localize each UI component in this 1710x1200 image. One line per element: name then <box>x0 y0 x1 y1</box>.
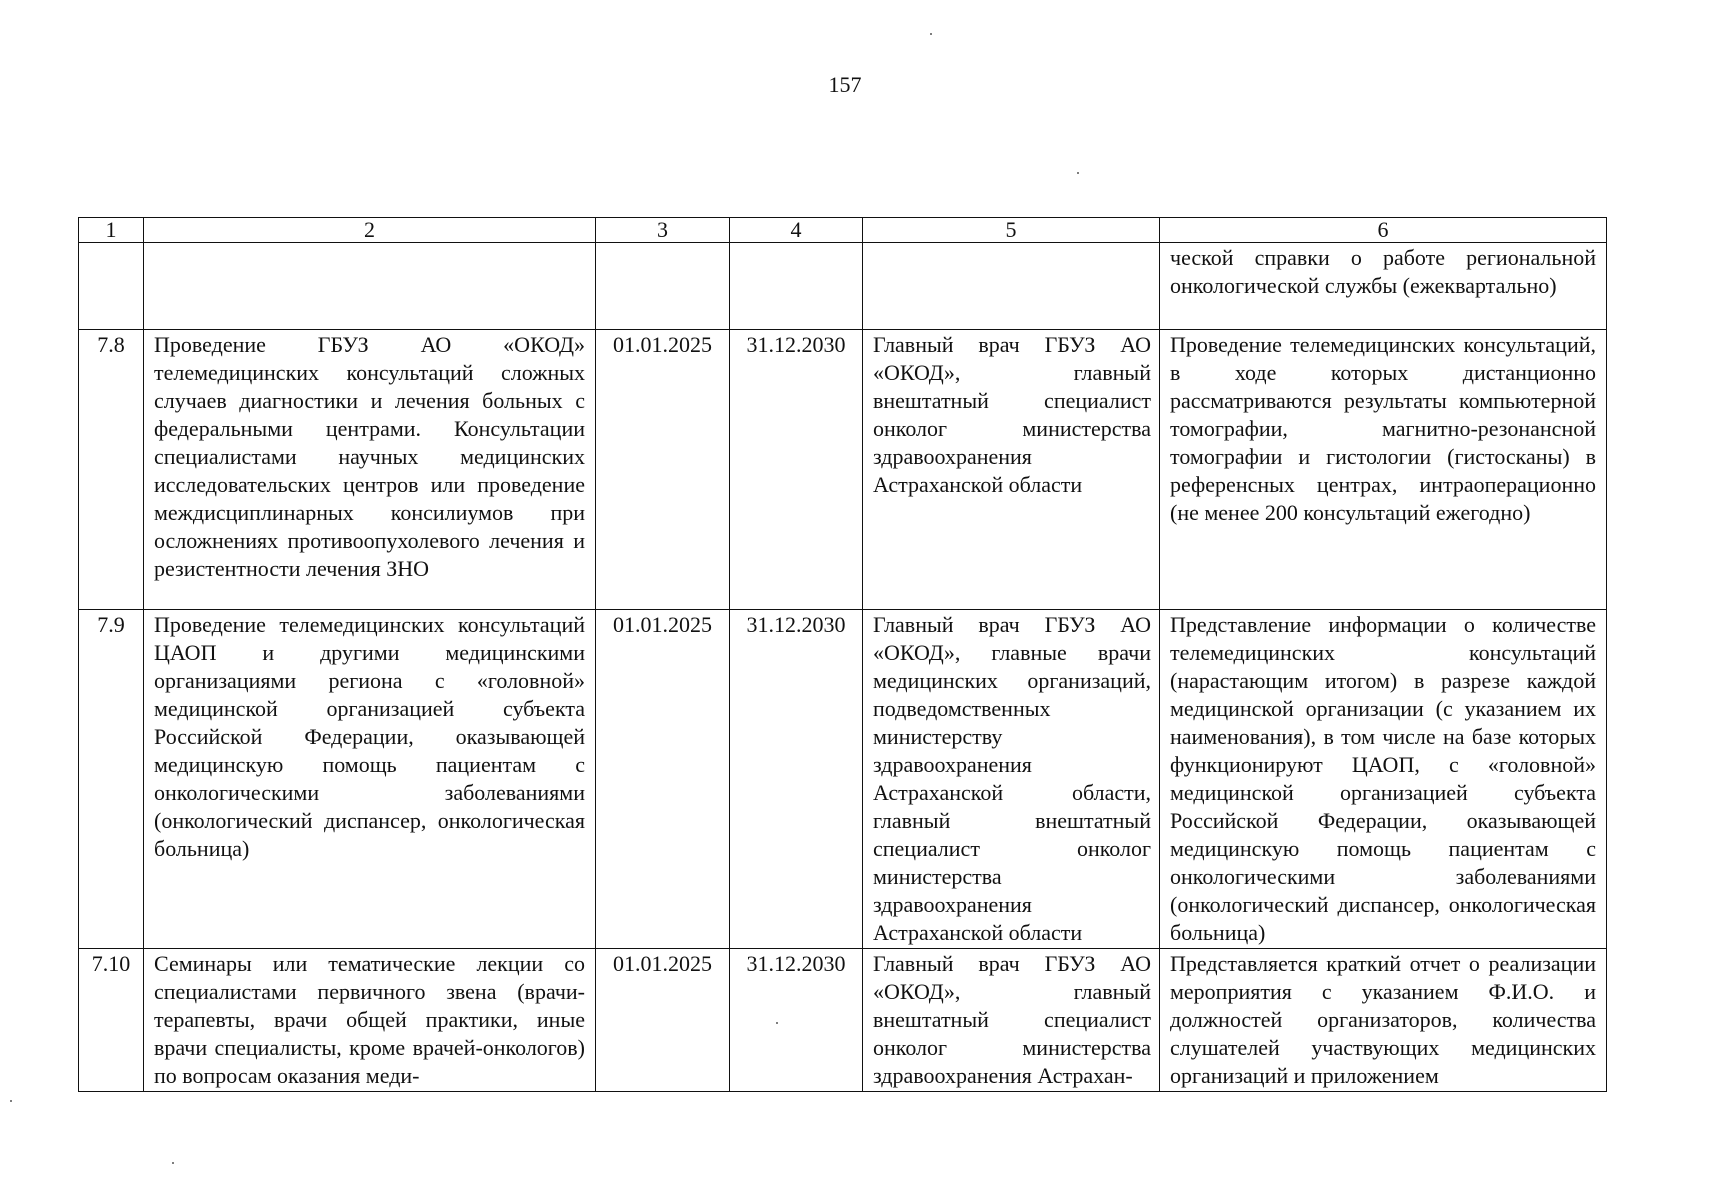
end-date-cell: 31.12.2030 <box>730 949 863 1092</box>
column-number-4: 4 <box>730 218 863 243</box>
item-number-cell: 7.8 <box>79 330 144 610</box>
responsible-cell: Главный врач ГБУЗ АО «ОКОД», главные врачи медицинских организаций, подведомственных министерству здравоохранения Астраханской области, главный внештатный специалист онколог министерства здравоохранения Астраханской области <box>863 610 1160 949</box>
result-cell: Представляется краткий отчет о реализации мероприятия с указанием Ф.И.О. и должностей организаторов, количества слушателей участвующих медицинских организаций и приложением <box>1160 949 1607 1092</box>
result-cell: ческой справки о работе региональной онкологической службы (ежеквартально) <box>1160 243 1607 330</box>
responsible-cell: Главный врач ГБУЗ АО «ОКОД», главный внештатный специалист онколог министерства здравоохранения Астрахан- <box>863 949 1160 1092</box>
column-number-5: 5 <box>863 218 1160 243</box>
column-number-3: 3 <box>596 218 730 243</box>
start-date-cell <box>596 243 730 330</box>
measure-cell: Проведение телемедицинских консультаций ЦАОП и другими медицинскими организациями региона с «головной» медицинской организацией субъекта Российской Федерации, оказывающей медицинскую помощь пациентам с онкологическими заболеваниями (онкологический диспансер, онкологическая больница) <box>144 610 596 949</box>
end-date-cell: 31.12.2030 <box>730 610 863 949</box>
responsible-cell <box>863 243 1160 330</box>
item-number-cell: 7.10 <box>79 949 144 1092</box>
measure-cell: Семинары или тематические лекции со специалистами первичного звена (врачи-терапевты, врачи общей практики, иные врачи специалисты, кроме врачей-онкологов) по вопросам оказания меди- <box>144 949 596 1092</box>
end-date-cell <box>730 243 863 330</box>
scan-speck <box>930 33 932 35</box>
scan-speck <box>776 1022 778 1024</box>
measures-table <box>78 217 1607 1092</box>
page-number: 157 <box>828 72 862 97</box>
scan-speck <box>10 1100 12 1102</box>
column-number-2: 2 <box>144 218 596 243</box>
item-number-cell <box>79 243 144 330</box>
result-cell: Проведение телемедицинских консультаций, в ходе которых дистанционно рассматриваются результаты компьютерной томографии, магнитно-резонансной томографии и гистологии (гистосканы) в референсных центрах, интраоперационно (не менее 200 консультаций ежегодно) <box>1160 330 1607 610</box>
end-date-cell: 31.12.2030 <box>730 330 863 610</box>
table-row-continuation <box>79 243 1607 330</box>
responsible-cell: Главный врач ГБУЗ АО «ОКОД», главный внештатный специалист онколог министерства здравоохранения Астраханской области <box>863 330 1160 610</box>
start-date-cell: 01.01.2025 <box>596 330 730 610</box>
measure-cell: Проведение ГБУЗ АО «ОКОД» телемедицинских консультаций сложных случаев диагностики и лечения больных с федеральными центрами. Консультации специалистами научных медицинских исследовательских центров или проведение междисциплинарных консилиумов при осложнениях противоопухолевого лечения и резистентности лечения ЗНО <box>144 330 596 610</box>
scan-speck <box>172 1162 174 1164</box>
table-header-row <box>79 218 1607 243</box>
column-number-1: 1 <box>79 218 144 243</box>
start-date-cell: 01.01.2025 <box>596 949 730 1092</box>
scan-speck <box>1077 172 1079 174</box>
result-cell: Представление информации о количестве телемедицинских консультаций (нарастающим итогом) в разрезе каждой медицинской организации (с указанием их наименования), в том числе на базе которых функционируют ЦАОП, с «головной» медицинской организацией субъекта Российской Федерации, оказывающей медицинскую помощь пациентам с онкологическими заболеваниями (онкологический диспансер, онкологическая больница) <box>1160 610 1607 949</box>
measure-cell <box>144 243 596 330</box>
table-row-7-8 <box>79 330 1607 610</box>
table-row-7-10 <box>79 949 1607 1092</box>
item-number-cell: 7.9 <box>79 610 144 949</box>
column-number-6: 6 <box>1160 218 1607 243</box>
table-row-7-9 <box>79 610 1607 949</box>
start-date-cell: 01.01.2025 <box>596 610 730 949</box>
